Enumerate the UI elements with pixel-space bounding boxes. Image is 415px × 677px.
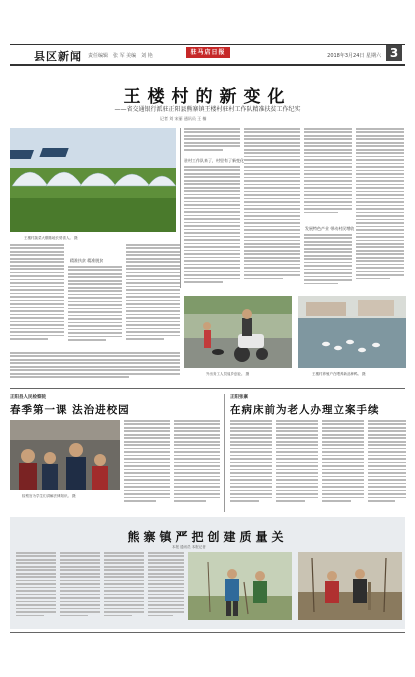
- scooter-photo-caption: 外出务工人员返乡创业。 摄: [206, 372, 250, 376]
- story3-text-col4: [368, 420, 406, 510]
- main-subtitle-2: 发展特色产业 带动村民增收: [305, 226, 355, 231]
- story3-kicker: 正阳张寨: [230, 395, 248, 400]
- section-divider: [10, 388, 405, 389]
- section-title: 县区新闻: [34, 50, 82, 63]
- main-subtitle-1: 驻村工作队来了，村里有了新变化: [184, 158, 244, 163]
- bottom-headline: 熊寨镇严把创建质量关: [127, 530, 288, 544]
- bottom-text-col4: [148, 552, 184, 624]
- tree-planting-illustration-2: [298, 552, 402, 620]
- scooter-illustration: [184, 296, 292, 368]
- main-text-lower-col2: [68, 266, 122, 348]
- main-text-col1: [184, 166, 240, 292]
- tree-planting-photo-1: [188, 552, 292, 620]
- page-bottom-rule: [10, 632, 405, 633]
- ducks-illustration: [298, 296, 406, 368]
- greenhouse-illustration: [10, 128, 176, 232]
- masthead-top-rule: [10, 44, 405, 45]
- page-number: 3: [386, 45, 402, 61]
- issue-date: 2018年3月24日 星期六: [327, 53, 381, 59]
- story3-text-col1: [230, 420, 272, 510]
- main-text-lower-col3: [126, 244, 180, 348]
- bottom-text-col1: [16, 552, 56, 624]
- story3-text-col3: [322, 420, 364, 510]
- main-text-bottom: [10, 352, 180, 382]
- masthead-bottom-rule: [10, 64, 405, 66]
- story2-headline: 春季第一课 法治进校园: [10, 404, 130, 416]
- section-editors: 责任编辑 张 军 美编 刘 艳: [88, 53, 153, 59]
- scooter-photo: [184, 296, 292, 368]
- classroom-illustration: [10, 420, 120, 490]
- tree-planting-illustration-1: [188, 552, 292, 620]
- main-text-col2: [244, 128, 300, 292]
- story3-headline: 在病床前为老人办理立案手续: [230, 404, 380, 416]
- bottom-byline: 本报 通讯员 本报记者: [172, 545, 206, 549]
- story-divider: [224, 394, 225, 512]
- bottom-text-col3: [104, 552, 144, 624]
- story2-text-col1: [124, 420, 170, 510]
- greenhouse-photo-caption: 王楼村蔬菜大棚基地长势喜人。 摄: [24, 236, 78, 240]
- main-byline: 记者 刘 宋丽 通讯员 王 楠: [160, 116, 207, 121]
- ducks-photo: [298, 296, 406, 368]
- classroom-photo: [10, 420, 120, 490]
- ducks-photo-caption: 王楼村养殖户在喂养新品种鸭。 摄: [312, 372, 366, 376]
- main-text-col3-lower: [304, 234, 352, 292]
- main-subhead: ——省交通银行派驻正阳县熊寨镇王楼村驻村工作队精准扶贫工作纪实: [114, 106, 301, 113]
- main-text-col4: [356, 128, 404, 292]
- tree-planting-photo-2: [298, 552, 402, 620]
- main-text-lower-col1: [10, 244, 64, 348]
- greenhouse-photo: [10, 128, 176, 232]
- story3-text-col2: [276, 420, 318, 510]
- column-divider: [180, 128, 181, 288]
- bottom-text-col2: [60, 552, 100, 624]
- story2-kicker: 正阳县人民检察院: [10, 395, 46, 400]
- main-text-col1-top: [184, 128, 240, 154]
- main-headline: 王楼村的新变化: [123, 87, 292, 107]
- main-text-col3: [304, 128, 352, 222]
- main-subtitle-3: 精准扶贫 精准脱贫: [70, 258, 104, 263]
- classroom-photo-caption: 检察官为学生们讲解法律知识。 摄: [22, 494, 76, 498]
- story2-text-col2: [174, 420, 220, 510]
- newspaper-logo: 驻马店日报: [186, 47, 230, 58]
